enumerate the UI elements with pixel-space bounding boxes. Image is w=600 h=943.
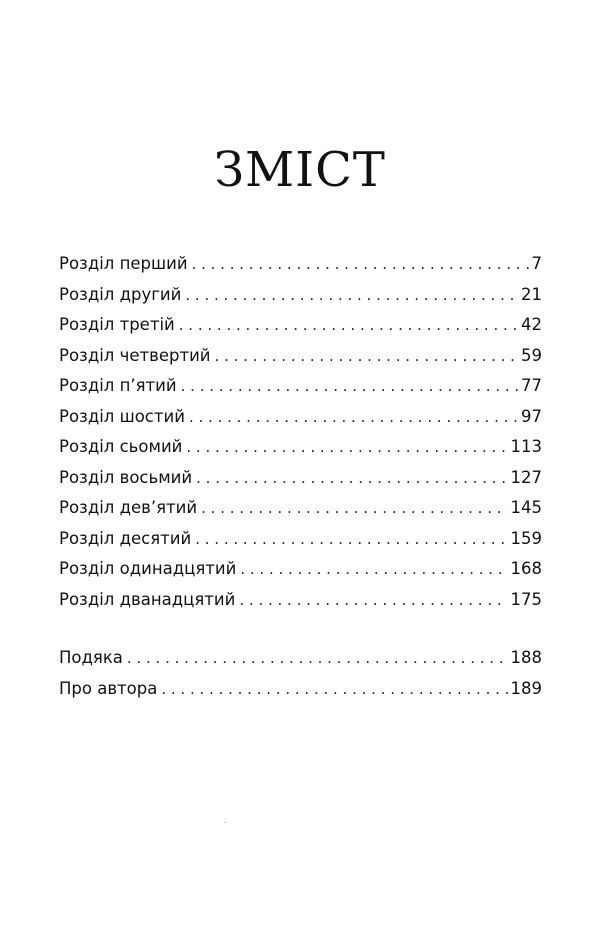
toc-entry-chapter-8[interactable] bbox=[59, 468, 542, 499]
toc-entry-page: 7 bbox=[531, 254, 542, 273]
toc-entry-chapter-10[interactable] bbox=[59, 529, 542, 560]
toc-entry-page: 77 bbox=[521, 376, 542, 395]
toc-entry-page: 97 bbox=[521, 406, 542, 426]
toc-entry-label: Про автора bbox=[59, 678, 158, 698]
toc-entry-chapter-6[interactable] bbox=[59, 407, 542, 438]
toc-entry-chapter-11[interactable] bbox=[59, 559, 542, 590]
dot-leader bbox=[239, 591, 507, 609]
toc-entry-chapter-3[interactable] bbox=[59, 315, 542, 346]
toc-entry-label: Розділ шостий bbox=[59, 406, 185, 426]
toc-entry-label: Розділ восьмий bbox=[59, 467, 193, 487]
toc-entry-acknowledgements[interactable] bbox=[59, 648, 542, 679]
toc-entry-label: Розділ десятий bbox=[59, 528, 192, 548]
toc-entry-page: 113 bbox=[510, 437, 542, 456]
toc-entry-page: 145 bbox=[510, 498, 542, 517]
toc-entry-page: 159 bbox=[510, 528, 542, 548]
toc-entry-label: Розділ дванадцятий bbox=[59, 589, 236, 609]
dot-leader bbox=[215, 347, 518, 365]
page-title: ЗМІСТ bbox=[214, 142, 386, 198]
toc-entry-label: Розділ п’ятий bbox=[59, 376, 177, 395]
toc-entry-chapter-9[interactable] bbox=[59, 498, 542, 529]
toc-entry-label: Розділ перший bbox=[59, 254, 188, 273]
toc-entry-page: 168 bbox=[510, 559, 542, 578]
toc-entry-label: Подяка bbox=[59, 648, 123, 667]
dot-leader bbox=[161, 680, 507, 698]
dot-leader bbox=[185, 286, 518, 304]
dot-leader bbox=[179, 316, 518, 334]
toc-entry-label: Розділ четвертий bbox=[59, 345, 211, 365]
toc-entry-page: 127 bbox=[510, 467, 542, 487]
dot-leader bbox=[192, 255, 529, 273]
toc-entry-label: Розділ третій bbox=[59, 315, 175, 334]
toc-chapter-list bbox=[59, 254, 542, 620]
toc-entry-label: Розділ одинадцятий bbox=[59, 559, 237, 578]
dot-leader bbox=[201, 499, 507, 517]
toc-entry-chapter-7[interactable] bbox=[59, 437, 542, 468]
dot-leader bbox=[127, 649, 508, 667]
toc-entry-label: Розділ другий bbox=[59, 284, 182, 304]
toc-entry-label: Розділ дев’ятий bbox=[59, 498, 198, 517]
dot-leader bbox=[189, 408, 518, 426]
toc-entry-about-author[interactable] bbox=[59, 679, 542, 710]
dot-leader bbox=[186, 438, 507, 456]
toc-entry-page: 59 bbox=[521, 345, 542, 365]
toc-entry-chapter-1[interactable] bbox=[59, 254, 542, 285]
toc-entry-page: 188 bbox=[510, 648, 542, 667]
dot-leader bbox=[240, 560, 507, 578]
toc-extras-list bbox=[59, 648, 542, 709]
toc-entry-page: 189 bbox=[510, 678, 542, 698]
toc-entry-page: 175 bbox=[510, 589, 542, 609]
toc-entry-chapter-5[interactable] bbox=[59, 376, 542, 407]
dot-leader bbox=[181, 377, 518, 395]
dot-leader bbox=[196, 469, 507, 487]
toc-entry-label: Розділ сьомий bbox=[59, 437, 183, 456]
print-speck bbox=[224, 822, 226, 823]
toc-entry-chapter-4[interactable] bbox=[59, 346, 542, 377]
toc-entry-page: 42 bbox=[521, 315, 542, 334]
toc-entry-chapter-2[interactable] bbox=[59, 285, 542, 316]
dot-leader bbox=[195, 530, 507, 548]
toc-entry-chapter-12[interactable] bbox=[59, 590, 542, 621]
toc-entry-page: 21 bbox=[521, 284, 542, 304]
